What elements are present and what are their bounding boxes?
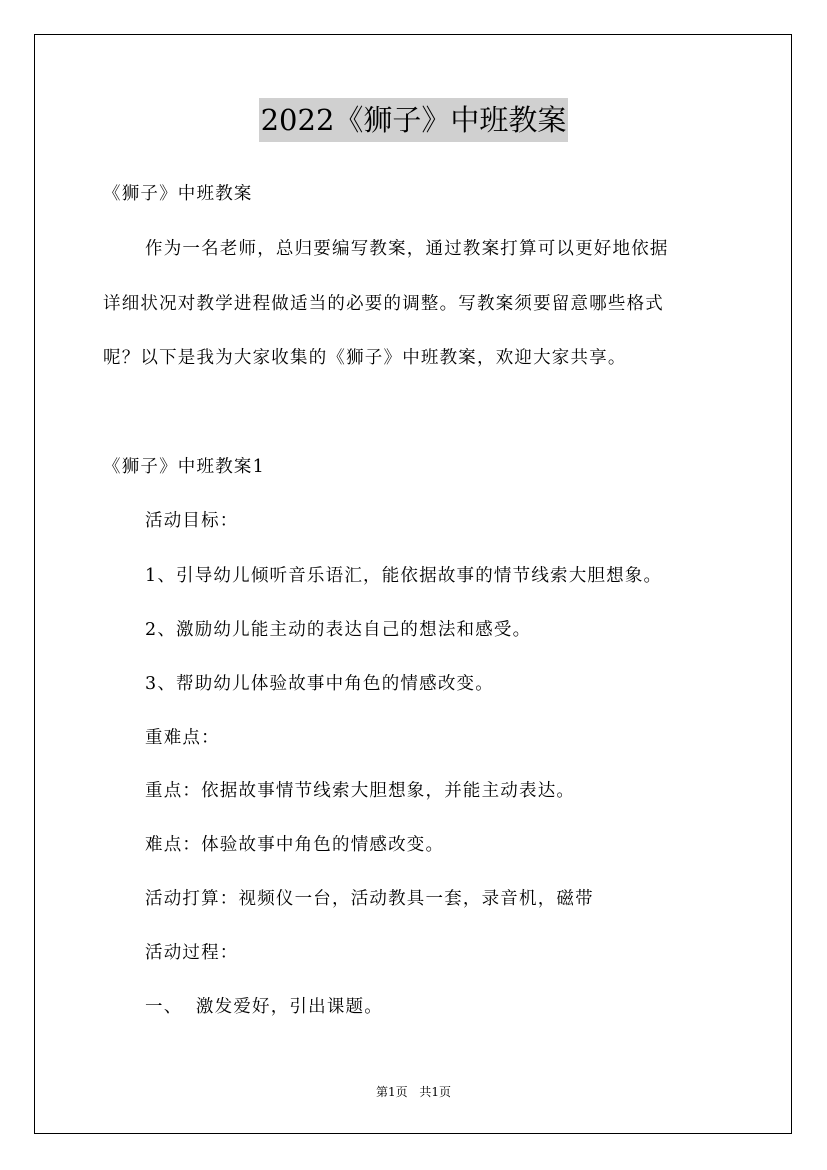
intro-line-1: 作为一名老师，总归要编写教案，通过教案打算可以更好地依据	[145, 239, 669, 259]
body-line: 活动目标：	[145, 511, 239, 531]
intro-line-3: 呢？以下是我为大家收集的《狮子》中班教案，欢迎大家共享。	[103, 348, 627, 368]
body-line: 活动过程：	[145, 943, 239, 963]
intro-line-2: 详细状况对教学进程做适当的必要的调整。写教案须要留意哪些格式	[103, 294, 664, 314]
body-line: 活动打算：视频仪一台，活动教具一套，录音机，磁带	[145, 889, 594, 909]
body-line: 重点：依据故事情节线索大胆想象，并能主动表达。	[145, 781, 576, 801]
page-footer	[0, 1084, 827, 1100]
document-title: 2022《狮子》中班教案	[259, 98, 569, 142]
body-line: 一、 激发爱好，引出课题。	[145, 997, 383, 1017]
document-subtitle: 《狮子》中班教案	[103, 184, 253, 204]
page-number-total: 共1页	[419, 1085, 452, 1099]
body-line: 难点：体验故事中角色的情感改变。	[145, 835, 445, 855]
body-line: 2、激励幼儿能主动的表达自己的想法和感受。	[145, 620, 532, 640]
title-wrap	[0, 98, 827, 142]
body-line: 3、帮助幼儿体验故事中角色的情感改变。	[145, 674, 494, 694]
body-line: 重难点：	[145, 728, 220, 748]
section-heading: 《狮子》中班教案1	[103, 457, 265, 477]
page-number-current: 第1页	[375, 1085, 408, 1099]
body-line: 1、引导幼儿倾听音乐语汇，能依据故事的情节线索大胆想象。	[145, 566, 663, 586]
